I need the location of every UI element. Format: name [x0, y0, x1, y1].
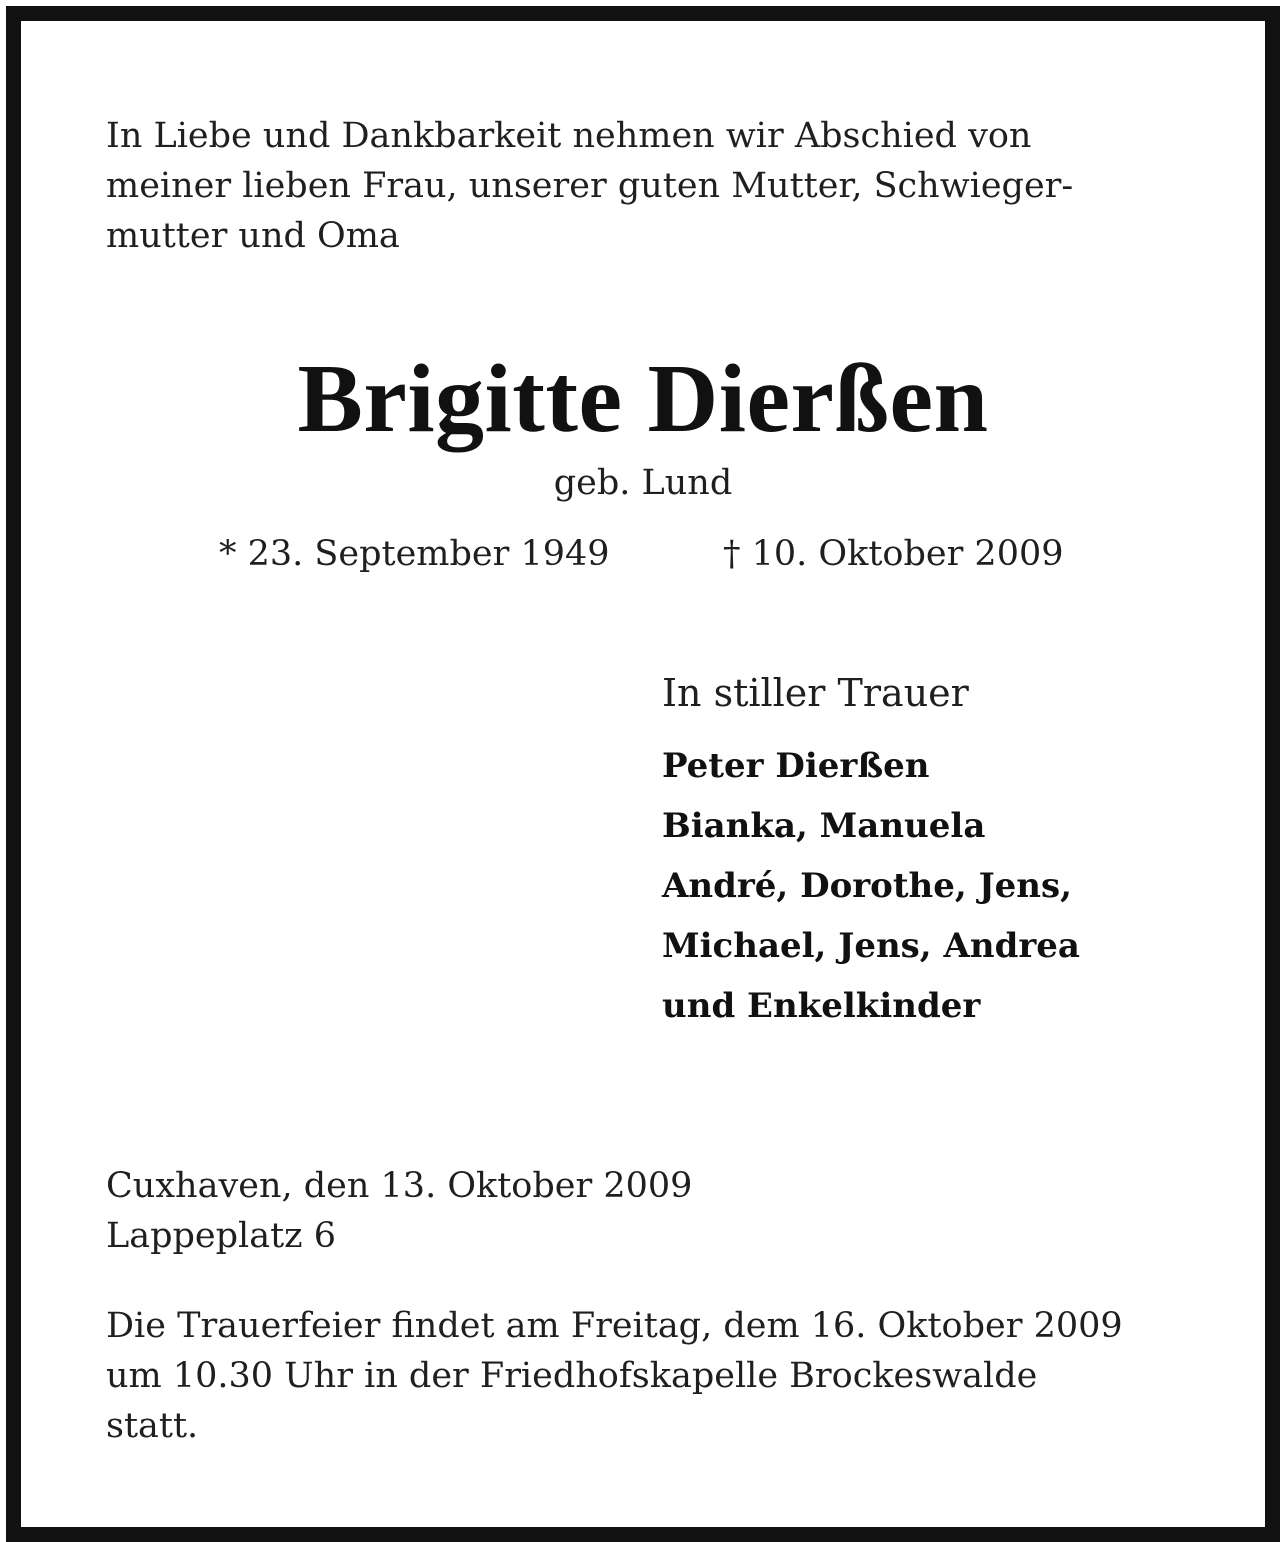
intro-line: mutter und Oma [106, 216, 400, 256]
mourner-line: Michael, Jens, Andrea [662, 926, 1080, 966]
mourners-list [662, 736, 1080, 1036]
maiden-name: geb. Lund [553, 463, 733, 503]
place-and-address [106, 1161, 1205, 1261]
intro-line: meiner lieben Frau, unserer guten Mutter, Schwieger- [106, 166, 1074, 206]
mourner-line: André, Dorothe, Jens, [662, 866, 1072, 906]
death-date: † 10. Oktober 2009 [723, 534, 1064, 574]
obituary-notice [6, 6, 1280, 1542]
address: Lappeplatz 6 [106, 1216, 336, 1256]
place-date: Cuxhaven, den 13. Oktober 2009 [106, 1166, 693, 1206]
deceased-name: Brigitte Dierßen [297, 345, 989, 453]
funeral-line: Die Trauerfeier findet am Freitag, dem 16. Oktober 2009 [106, 1306, 1123, 1346]
mourner-line: und Enkelkinder [662, 986, 981, 1026]
mourning-phrase: In stiller Trauer [662, 671, 969, 715]
mourner-line: Bianka, Manuela [662, 806, 986, 846]
funeral-line: statt. [106, 1406, 199, 1446]
intro-line: In Liebe und Dankbarkeit nehmen wir Abschied von [106, 116, 1032, 156]
mourner-line: Peter Dierßen [662, 746, 930, 786]
intro-text [106, 111, 1205, 261]
funeral-line: um 10.30 Uhr in der Friedhofskapelle Brockeswalde [106, 1356, 1038, 1396]
birth-date: * 23. September 1949 [219, 534, 610, 574]
funeral-info [106, 1301, 1205, 1451]
